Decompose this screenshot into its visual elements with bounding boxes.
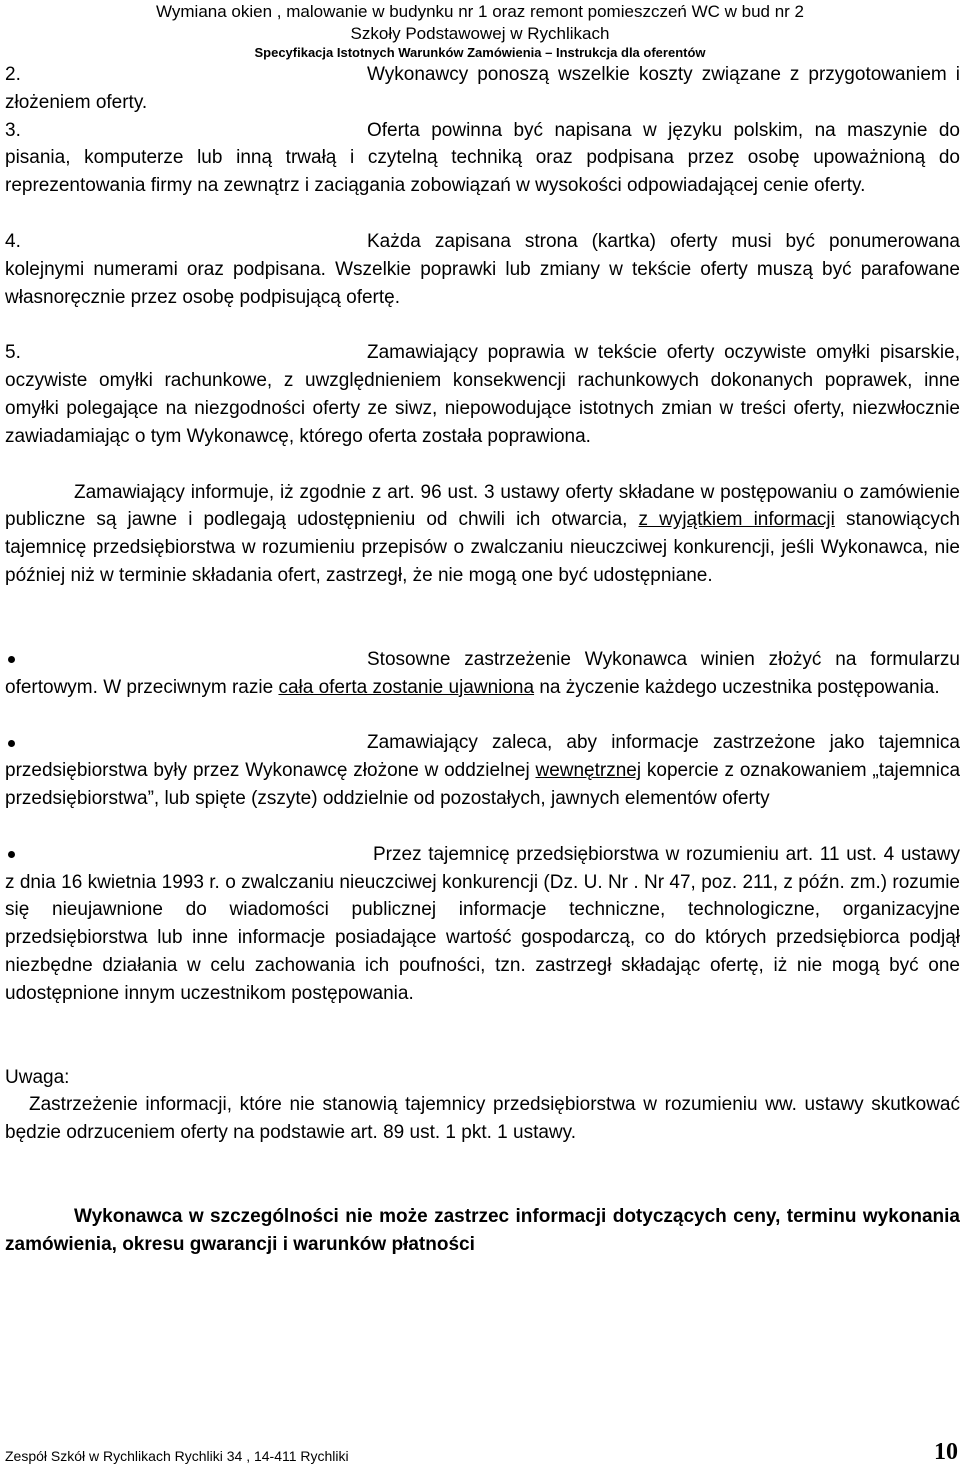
section-2 (5, 61, 960, 117)
bullet-1-text-start: Stosowne zastrzeżenie Wykonawca winien złożyć na formularzu ofertowym. W przeciwnym razie (5, 648, 960, 698)
final-paragraph (5, 1203, 960, 1259)
info-paragraph (5, 479, 960, 590)
section-3-number: 3. (5, 119, 21, 141)
info-text-end: stanowiących tajemnicę przedsiębiorstwa w rozumieniu przepisów o zwalczaniu nieuczciwej konkurencji, jeśli Wykonawca, nie później niż w terminie składania ofert, zastrzegł, że nie mogą one być udostępniane. (5, 509, 960, 586)
info-text-underlined: z wyjątkiem informacji (638, 509, 835, 531)
page-number: 10 (934, 1439, 958, 1465)
info-text-start: Zamawiający informuje, iż zgodnie z art. 96 ust. 3 ustawy oferty składane w postępowaniu o zamówienie publiczne są jawne i podlegają udostępnieniu od chwili ich otwarcia, (5, 481, 960, 531)
section-3 (5, 117, 960, 200)
header-title: Wymiana okien , malowanie w budynku nr 1 oraz remont pomieszczeń WC w bud nr 2 (155, 2, 805, 21)
bullet-1 (5, 646, 960, 702)
bullet-3 (5, 841, 960, 1008)
section-2-number: 2. (5, 64, 21, 85)
document-body (5, 61, 960, 1259)
bullet-2 (5, 729, 960, 812)
section-5-text: Zamawiający poprawia w tekście oferty oczywiste omyłki pisarskie, oczywiste omyłki rachunkowe, z uwzględnieniem konsekwencji rachunkowych dokonanych poprawek, inne omyłki polegające na niezgodności oferty ze siwz, niepowodujące istotnych zmian w treści oferty, niezwłocznie zawiadamiając o tym Wykonawcę, którego oferta została poprawiona. (5, 342, 960, 447)
bullet-2-text-start: Zamawiający zaleca, aby informacje zastrzeżone jako tajemnica przedsiębiorstwa były przez Wykonawcę złożone w oddzielnej (5, 732, 960, 782)
section-5-number: 5. (5, 342, 21, 364)
uwaga-text (5, 1091, 960, 1147)
page-footer (5, 1440, 960, 1466)
bullet-icon (8, 740, 15, 747)
section-5 (5, 339, 960, 450)
section-4-number: 4. (5, 230, 21, 252)
uwaga-label: Uwaga: (5, 1066, 70, 1088)
final-text: Wykonawca w szczególności nie może zastrzec informacji dotyczących ceny, terminu wykonania zamówienia, okresu gwarancji i warunków płatności (5, 1205, 960, 1255)
section-2-text: Wykonawcy ponoszą wszelkie koszty związane z przygotowaniem i złożeniem oferty. (5, 64, 960, 113)
bullet-icon (8, 851, 15, 858)
bullet-2-text-underlined: wewnętrznej (535, 760, 642, 782)
bullet-icon (8, 656, 15, 663)
page-header (0, 0, 960, 61)
bullet-1-text-end: na życzenie każdego uczestnika postępowania. (534, 676, 940, 698)
section-3-text: Oferta powinna być napisana w języku polskim, na maszynie do pisania, komputerze lub inną trwałą i czytelną techniką oraz podpisana przez osobę upoważnioną do reprezentowania firmy na zewnątrz i zaciągania zobowiązań w wysokości odpowiadającej cenie oferty. (5, 119, 960, 197)
header-school: Szkoły Podstawowej w Rychlikach (350, 24, 610, 43)
uwaga-body: Zastrzeżenie informacji, które nie stanowią tajemnicy przedsiębiorstwa w rozumieniu ww. ustawy skutkować będzie odrzuceniem oferty na podstawie art. 89 ust. 1 pkt. 1 ustawy. (5, 1094, 960, 1144)
footer-address: Zespół Szkół w Rychlikach Rychliki 34 , 14-411 Rychliki (5, 1448, 349, 1464)
section-4 (5, 228, 960, 311)
bullet-2-text-end: kopercie z oznakowaniem „tajemnica przedsiębiorstwa”, lub spięte (zszyte) oddzielnie od pozostałych, jawnych elementów oferty (5, 760, 960, 809)
section-4-text: Każda zapisana strona (kartka) oferty musi być ponumerowana kolejnymi numerami oraz podpisana. Wszelkie poprawki lub zmiany w tekście oferty muszą być parafowane własnoręcznie przez osobę podpisującą ofertę. (5, 230, 960, 308)
header-subtitle: Specyfikacja Istotnych Warunków Zamówienia – Instrukcja dla oferentów (254, 45, 706, 60)
bullet-3-text: Przez tajemnicę przedsiębiorstwa w rozumieniu art. 11 ust. 4 ustawy z dnia 16 kwietnia 1993 r. o zwalczaniu nieuczciwej konkurencji (Dz. U. Nr . Nr 47, poz. 211, z późn. zm.) rozumie się nieujawnione do wiadomości publicznej informacje techniczne, technologiczne, organizacyjne przedsiębiorstwa lub inne informacje posiadające wartość gospodarczą, co do których przedsiębiorca podjął niezbędne działania w celu zachowania ich poufności, tzn. zastrzegł składając ofertę, iż nie mogą być one udostępnione innym uczestnikom postępowania. (5, 843, 960, 1004)
bullet-1-text-underlined: cała oferta zostanie ujawniona (278, 676, 535, 698)
